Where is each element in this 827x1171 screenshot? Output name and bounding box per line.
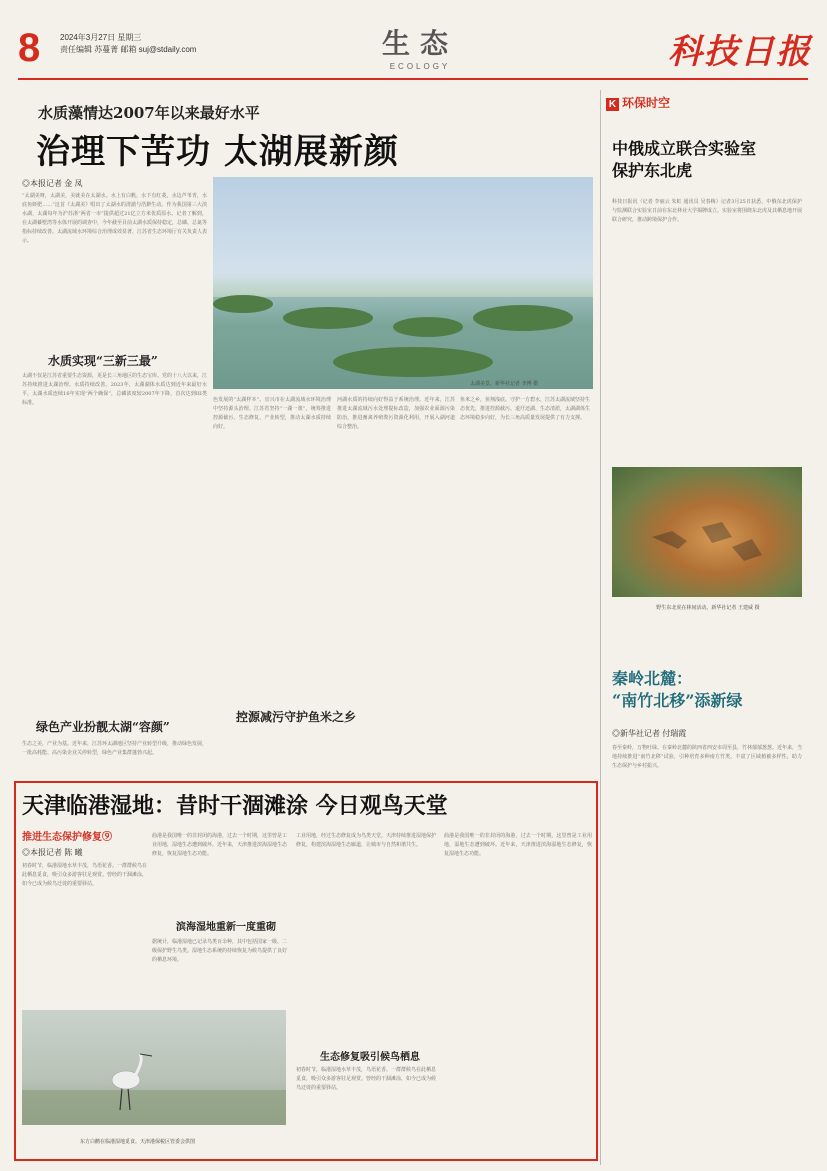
tiger-photo-caption: 野生东北虎在林间活动。新华社记者 王建威 摄 [656, 605, 760, 611]
date-line: 2024年3月27日 星期三 [60, 33, 142, 42]
wetland-subhead-2: 生态修复吸引候鸟栖息 [320, 1052, 420, 1063]
wetland-body-4: 工业用地，经过生态修复成为鸟类天堂。天津持续推进湿地保护修复，构建滨海湿地生态廊道，让城市与自然和谐共生。 [296, 833, 436, 848]
tiger-headline-line2: 保护东北虎 [612, 161, 693, 180]
lake-photo [213, 177, 593, 389]
wetland-body-3: 据统计，临港湿地已记录鸟类百余种，其中包括国家一级、二级保护野生鸟类。湿地生态系统的持续恢复为候鸟提供了良好的栖息环境。 [152, 939, 287, 963]
sidebar-tag [606, 94, 670, 111]
tiger-headline [612, 138, 756, 182]
series-tag: 推进生态保护修复⑨ [22, 832, 112, 843]
lead-body-2: 太湖不仅是江苏省重要生态资源，更是长三角地区的生态宝库。党的十八大以来，江苏持续推进太湖治理。水质持续改善。2023年，太湖湖体水质达到近年来最好水平，太湖水质连续16年实现“两个确保”，总磷浓度较2007年下降，首次达到III类标准。 [22, 373, 207, 406]
page-number: 8 [18, 26, 41, 70]
lead-body-5: 河湖水质的持续向好得益于系统治理。近年来，江苏推进太湖流域污水处理提标改造，加强农业面源污染防治，推进畜禽养殖粪污资源化利用，开展入湖河道综合整治。 [337, 397, 455, 430]
tiger-illustration [612, 467, 802, 597]
lead-subhead-3: 控源减污守护鱼米之乡 [236, 710, 357, 724]
bamboo-byline: ◎新华社记者 付瑞霞 [612, 729, 687, 738]
sidebar-tag-label: 环保时空 [622, 96, 671, 110]
lead-byline: ◎本报记者 金 凤 [22, 179, 83, 188]
section-title [360, 22, 480, 71]
bamboo-headline-line2: “南竹北移”添新绿 [612, 691, 743, 710]
newspaper-logo: 科技日报 [668, 32, 812, 72]
tiger-headline-line1: 中俄成立联合实验室 [612, 139, 757, 158]
sidebar-tag-icon: K [606, 98, 619, 111]
tiger-photo [612, 467, 802, 597]
wetland-byline: ◎本报记者 陈 曦 [22, 848, 83, 857]
wetland-body-1: 初春时节，临港湿地水草丰茂，鸟语花香。一群群候鸟在此栖息觅食，吸引众多游客驻足观赏。曾经的干涸滩涂，如今已成为候鸟迁徙的重要驿站。 [22, 863, 147, 887]
section-cn: 生态 [381, 27, 458, 60]
lead-body-6: 鱼米之乡，鱼翔浅底。守护一方碧水，江苏太湖流域坚持生态优先，推进控源截污、退圩还湖、生态清淤，太湖湖体生态环境稳步向好，为长三角高质量发展提供了有力支撑。 [460, 397, 590, 421]
editor-line: 责任编辑 苏蔓菁 邮箱 suj@stdaily.com [60, 45, 197, 54]
wetland-subhead-1: 滨海湿地重新一度重砌 [176, 922, 276, 933]
bamboo-headline [612, 668, 742, 712]
bamboo-headline-line1: 秦岭北麓： [612, 669, 693, 688]
wetland-body-6: 曲港是我国唯一的非封闭的海港，过去一个时期，这里曾是工业用地，湿地生态遭到破坏。近年来，天津推进滨海湿地生态修复，恢复湿地生态功能。 [444, 833, 592, 857]
header-rule [18, 78, 808, 80]
lead-subhead-2: 绿色产业扮靓太湖“容颜” [36, 720, 170, 734]
bamboo-body: 春至秦岭，万物吐绿。在秦岭北麓的陕西省西安市周至县，竹林郁郁葱葱。近年来，当地持续推进“南竹北移”试验，引种培育多种南方竹类，丰富了区域植被多样性，助力生态保护与乡村振兴。 [612, 745, 802, 769]
bird-photo [22, 1010, 286, 1125]
header-meta [60, 32, 196, 56]
lead-subtitle: 水质藻情达2007年以来最好水平 [38, 104, 260, 122]
lead-body-1: “太湖美呀，太湖美，美就美在太湖水。水上有白帆，水下有红菱，水边芦苇青，水底鱼虾肥……”这首《太湖美》唱出了太湖水的清澈与浩渺生动。作为我国第三大淡水湖，太湖每年为沪苏浙“两省一市”提供超过21亿立方米优质原水。记者了解到，在太湖綦墅湾等水体开展的调查中，今年截至目前太湖水质保持稳定，总磷、总氮等指标持续改善。太湖流域水环境综合治理成效显著，江苏省生态环境厅有关负责人表示。 [22, 193, 207, 244]
wetland-body-2: 曲港是我国唯一的非封闭的海港，过去一个时期，这里曾是工业用地，湿地生态遭到破坏。近年来，天津推进滨海湿地生态修复，恢复湿地生态功能。 [152, 833, 287, 857]
lead-headline: 治理下苦功 太湖展新颜 [36, 132, 399, 172]
lead-subhead-1: 水质实现“三新三最” [48, 354, 158, 368]
bird-photo-caption: 东方白鹳在临港湿地觅食。天津港保税区管委会供图 [80, 1139, 196, 1145]
egret-illustration [22, 1010, 286, 1125]
lake-photo-caption: 太湖美景。新华社记者 李博 摄 [470, 381, 539, 387]
column-divider [600, 90, 601, 1165]
wetland-body-5: 初春时节，临港湿地水草丰茂，鸟语花香。一群群候鸟在此栖息觅食，吸引众多游客驻足观赏。曾经的干涸滩涂，如今已成为候鸟迁徙的重要驿站。 [296, 1067, 436, 1091]
lead-body-4: 色发展的“太湖样本”。宜兴市在太湖流域水环境治理中坚持源头治理。江苏省坚持“一湖一策”，统筹推进控源截污、生态修复、产业转型，推动太湖水质持续向好。 [213, 397, 331, 430]
section-en: ECOLOGY [389, 62, 451, 71]
tiger-body: 科技日报讯（记者 李丽云 朱虹 通讯员 吴春梅）记者3月25日获悉，中俄东北虎保护与监测联合实验室日前在东北林业大学揭牌成立。实验室将围绕东北虎及其栖息地开展联合研究，推动跨境保护合作。 [612, 199, 802, 223]
wetland-headline: 天津临港湿地：昔时干涸滩涂 今日观鸟天堂 [22, 793, 448, 819]
lead-body-3: 生态之美，产业为基。近年来，江苏环太湖地区坚持产业转型升级，推动绿色发展，一批高耗能、高污染企业关停转型，绿色产业集群蓬勃兴起。 [22, 741, 207, 756]
